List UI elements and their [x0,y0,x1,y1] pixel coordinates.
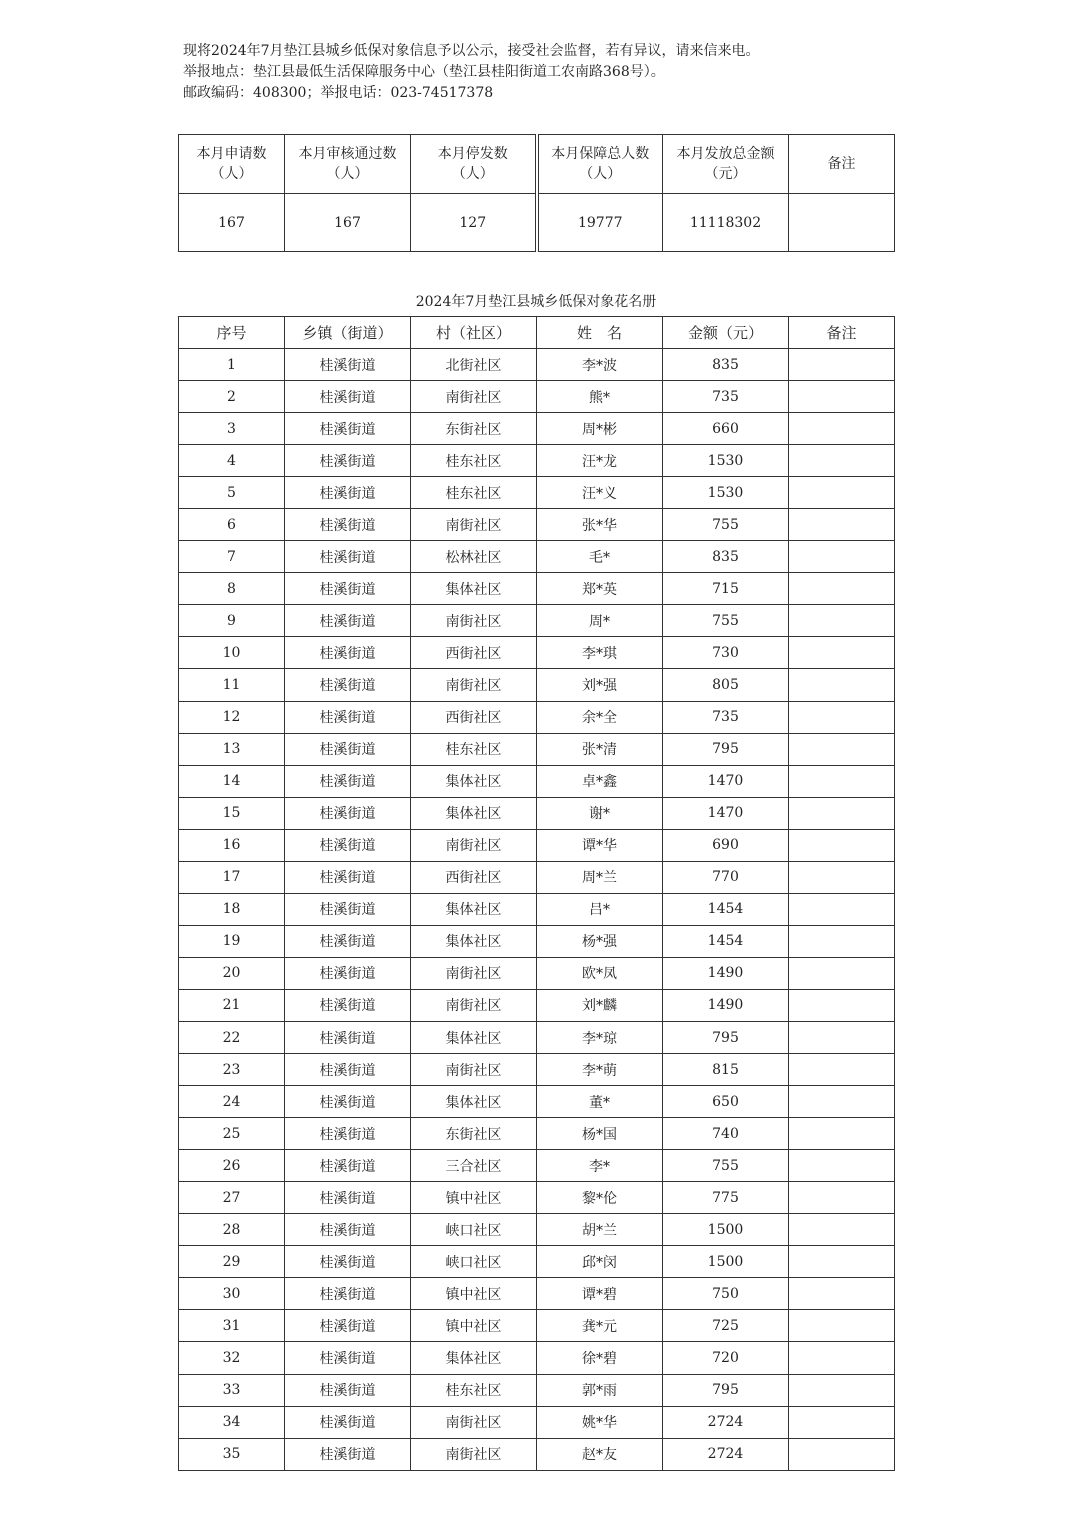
row-village: 南街社区 [411,1054,537,1086]
row-remark [789,541,895,573]
summary-header-cell: 本月审核通过数 （人） [285,135,411,194]
row-town: 桂溪街道 [285,1182,411,1214]
row-remark [789,893,895,925]
row-index: 15 [179,797,285,829]
row-name: 杨*国 [537,1118,663,1150]
table-row [179,957,895,989]
row-town: 桂溪街道 [285,1150,411,1182]
header-amount: 金额（元） [663,317,789,349]
row-index: 4 [179,445,285,477]
row-town: 桂溪街道 [285,1438,411,1470]
table-row [179,893,895,925]
table-row [179,989,895,1021]
row-village: 南街社区 [411,509,537,541]
row-name: 谭*华 [537,829,663,861]
summary-value-cell: 167 [179,194,285,252]
row-village: 峡口社区 [411,1214,537,1246]
row-name: 龚*元 [537,1310,663,1342]
row-remark [789,701,895,733]
row-village: 桂东社区 [411,477,537,509]
row-amount: 750 [663,1278,789,1310]
row-name: 张*华 [537,509,663,541]
row-amount: 755 [663,509,789,541]
row-town: 桂溪街道 [285,349,411,381]
row-town: 桂溪街道 [285,541,411,573]
row-index: 2 [179,381,285,413]
row-remark [789,1246,895,1278]
row-index: 11 [179,669,285,701]
row-index: 25 [179,1118,285,1150]
row-town: 桂溪街道 [285,445,411,477]
row-village: 南街社区 [411,957,537,989]
table-row [179,1054,895,1086]
row-index: 24 [179,1086,285,1118]
row-amount: 1530 [663,477,789,509]
row-town: 桂溪街道 [285,605,411,637]
row-name: 周*彬 [537,413,663,445]
table-row [179,1214,895,1246]
summary-value-cell: 11118302 [663,194,789,252]
row-name: 吕* [537,893,663,925]
header-remark: 备注 [789,317,895,349]
row-amount: 755 [663,605,789,637]
row-amount: 1530 [663,445,789,477]
table-row [179,669,895,701]
row-village: 镇中社区 [411,1278,537,1310]
row-remark [789,829,895,861]
row-index: 3 [179,413,285,445]
row-name: 李*波 [537,349,663,381]
row-remark [789,957,895,989]
row-amount: 805 [663,669,789,701]
row-village: 集体社区 [411,797,537,829]
row-name: 余*全 [537,701,663,733]
row-remark [789,1182,895,1214]
row-remark [789,413,895,445]
row-town: 桂溪街道 [285,573,411,605]
row-town: 桂溪街道 [285,1118,411,1150]
row-name: 黎*伦 [537,1182,663,1214]
row-town: 桂溪街道 [285,1310,411,1342]
row-amount: 660 [663,413,789,445]
row-index: 17 [179,861,285,893]
table-row [179,765,895,797]
row-name: 汪*龙 [537,445,663,477]
row-remark [789,445,895,477]
row-remark [789,381,895,413]
row-remark [789,1438,895,1470]
row-name: 李*萌 [537,1054,663,1086]
row-remark [789,797,895,829]
row-remark [789,1214,895,1246]
row-index: 29 [179,1246,285,1278]
row-remark [789,1374,895,1406]
table-row [179,573,895,605]
table-row [179,1310,895,1342]
row-amount: 725 [663,1310,789,1342]
row-name: 欧*凤 [537,957,663,989]
row-town: 桂溪街道 [285,861,411,893]
row-town: 桂溪街道 [285,925,411,957]
table-row [179,637,895,669]
row-index: 9 [179,605,285,637]
row-amount: 690 [663,829,789,861]
row-amount: 1490 [663,957,789,989]
table-row [179,1342,895,1374]
row-amount: 770 [663,861,789,893]
row-amount: 650 [663,1086,789,1118]
summary-value-cell: 167 [285,194,411,252]
row-name: 谭*碧 [537,1278,663,1310]
row-amount: 715 [663,573,789,605]
roster-table [178,316,895,1471]
row-name: 刘*麟 [537,989,663,1021]
row-village: 南街社区 [411,669,537,701]
row-village: 三合社区 [411,1150,537,1182]
row-amount: 835 [663,541,789,573]
row-remark [789,669,895,701]
row-name: 郑*英 [537,573,663,605]
row-town: 桂溪街道 [285,1278,411,1310]
row-name: 汪*义 [537,477,663,509]
notice-line-2: 举报地点：垫江县最低生活保障服务中心（垫江县桂阳街道工农南路368号）。 [183,64,665,80]
row-village: 西街社区 [411,861,537,893]
row-amount: 795 [663,733,789,765]
row-town: 桂溪街道 [285,413,411,445]
row-remark [789,861,895,893]
row-index: 26 [179,1150,285,1182]
row-name: 张*清 [537,733,663,765]
row-remark [789,477,895,509]
row-village: 集体社区 [411,765,537,797]
notice-line-3: 邮政编码：408300；举报电话：023-74517378 [183,85,494,101]
row-village: 北街社区 [411,349,537,381]
header-name: 姓 名 [537,317,663,349]
row-amount: 1454 [663,893,789,925]
row-town: 桂溪街道 [285,1214,411,1246]
summary-header-cell: 本月停发数 （人） [411,135,537,194]
row-remark [789,605,895,637]
row-amount: 1454 [663,925,789,957]
table-row [179,1086,895,1118]
summary-header-cell: 本月申请数 （人） [179,135,285,194]
row-name: 徐*碧 [537,1342,663,1374]
row-remark [789,1342,895,1374]
table-row [179,381,895,413]
row-town: 桂溪街道 [285,637,411,669]
row-name: 胡*兰 [537,1214,663,1246]
row-name: 杨*强 [537,925,663,957]
row-index: 7 [179,541,285,573]
summary-header-row [179,135,895,194]
row-name: 谢* [537,797,663,829]
row-town: 桂溪街道 [285,701,411,733]
row-name: 李*琪 [537,637,663,669]
row-remark [789,573,895,605]
row-village: 西街社区 [411,701,537,733]
row-remark [789,1118,895,1150]
table-row [179,701,895,733]
row-name: 卓*鑫 [537,765,663,797]
row-town: 桂溪街道 [285,1342,411,1374]
notice-line-1: 现将2024年7月垫江县城乡低保对象信息予以公示，接受社会监督，若有异议，请来信来电。 [183,43,760,59]
row-village: 南街社区 [411,989,537,1021]
roster-title: 2024年7月垫江县城乡低保对象花名册 [415,294,657,310]
row-index: 14 [179,765,285,797]
row-remark [789,1021,895,1053]
row-index: 1 [179,349,285,381]
table-row [179,1150,895,1182]
table-row [179,1374,895,1406]
row-index: 8 [179,573,285,605]
row-village: 南街社区 [411,1406,537,1438]
row-amount: 1500 [663,1246,789,1278]
row-village: 东街社区 [411,413,537,445]
table-row [179,1438,895,1470]
row-remark [789,1310,895,1342]
table-row [179,797,895,829]
row-name: 刘*强 [537,669,663,701]
table-row [179,509,895,541]
table-row [179,445,895,477]
table-row [179,349,895,381]
row-village: 集体社区 [411,1021,537,1053]
table-row [179,1182,895,1214]
notice-intro [183,41,760,104]
row-village: 集体社区 [411,1086,537,1118]
row-amount: 720 [663,1342,789,1374]
row-village: 西街社区 [411,637,537,669]
row-index: 34 [179,1406,285,1438]
roster-header-row [179,317,895,349]
row-name: 董* [537,1086,663,1118]
row-index: 35 [179,1438,285,1470]
row-name: 邱*闵 [537,1246,663,1278]
row-name: 赵*友 [537,1438,663,1470]
row-index: 27 [179,1182,285,1214]
summary-header-cell: 本月保障总人数 （人） [537,135,663,194]
table-row [179,477,895,509]
row-amount: 1490 [663,989,789,1021]
row-remark [789,989,895,1021]
row-remark [789,1150,895,1182]
row-name: 李*琼 [537,1021,663,1053]
table-row [179,541,895,573]
row-village: 集体社区 [411,893,537,925]
row-village: 桂东社区 [411,1374,537,1406]
row-town: 桂溪街道 [285,797,411,829]
row-remark [789,637,895,669]
row-index: 10 [179,637,285,669]
table-row [179,861,895,893]
row-village: 松林社区 [411,541,537,573]
row-amount: 740 [663,1118,789,1150]
row-amount: 835 [663,349,789,381]
row-index: 23 [179,1054,285,1086]
row-village: 集体社区 [411,573,537,605]
summary-value-cell: 19777 [537,194,663,252]
table-row [179,925,895,957]
table-row [179,413,895,445]
row-amount: 795 [663,1374,789,1406]
row-village: 东街社区 [411,1118,537,1150]
row-name: 周* [537,605,663,637]
row-amount: 2724 [663,1406,789,1438]
row-index: 21 [179,989,285,1021]
header-index: 序号 [179,317,285,349]
row-village: 峡口社区 [411,1246,537,1278]
row-village: 桂东社区 [411,733,537,765]
summary-value-cell: 127 [411,194,537,252]
row-amount: 755 [663,1150,789,1182]
row-amount: 775 [663,1182,789,1214]
row-town: 桂溪街道 [285,1406,411,1438]
table-row [179,1278,895,1310]
row-index: 12 [179,701,285,733]
summary-value-cell [789,194,895,252]
row-index: 31 [179,1310,285,1342]
row-name: 周*兰 [537,861,663,893]
table-row [179,733,895,765]
header-town: 乡镇（街道） [285,317,411,349]
table-row [179,1246,895,1278]
row-remark [789,1278,895,1310]
row-village: 南街社区 [411,829,537,861]
header-village: 村（社区） [411,317,537,349]
row-town: 桂溪街道 [285,1246,411,1278]
row-index: 19 [179,925,285,957]
row-index: 18 [179,893,285,925]
table-row [179,1406,895,1438]
row-index: 13 [179,733,285,765]
roster-body [179,349,895,1471]
summary-table [178,134,895,252]
row-town: 桂溪街道 [285,509,411,541]
row-town: 桂溪街道 [285,1021,411,1053]
row-village: 南街社区 [411,1438,537,1470]
row-village: 南街社区 [411,381,537,413]
row-town: 桂溪街道 [285,893,411,925]
row-index: 33 [179,1374,285,1406]
row-town: 桂溪街道 [285,381,411,413]
table-row [179,829,895,861]
row-index: 32 [179,1342,285,1374]
table-row [179,605,895,637]
row-village: 集体社区 [411,1342,537,1374]
row-town: 桂溪街道 [285,733,411,765]
row-name: 姚*华 [537,1406,663,1438]
table-row [179,1118,895,1150]
row-remark [789,349,895,381]
summary-value-row [179,194,895,252]
row-amount: 730 [663,637,789,669]
row-village: 集体社区 [411,925,537,957]
row-village: 南街社区 [411,605,537,637]
row-index: 20 [179,957,285,989]
row-remark [789,925,895,957]
row-index: 5 [179,477,285,509]
row-town: 桂溪街道 [285,1374,411,1406]
row-index: 6 [179,509,285,541]
row-index: 16 [179,829,285,861]
row-amount: 735 [663,701,789,733]
row-remark [789,1406,895,1438]
row-amount: 735 [663,381,789,413]
row-remark [789,733,895,765]
row-amount: 1470 [663,765,789,797]
row-village: 镇中社区 [411,1310,537,1342]
row-name: 李* [537,1150,663,1182]
row-amount: 1470 [663,797,789,829]
row-amount: 1500 [663,1214,789,1246]
row-index: 28 [179,1214,285,1246]
row-town: 桂溪街道 [285,477,411,509]
row-amount: 815 [663,1054,789,1086]
row-remark [789,509,895,541]
row-town: 桂溪街道 [285,989,411,1021]
row-village: 桂东社区 [411,445,537,477]
row-town: 桂溪街道 [285,765,411,797]
row-town: 桂溪街道 [285,829,411,861]
table-row [179,1021,895,1053]
row-town: 桂溪街道 [285,669,411,701]
summary-header-cell: 备注 [789,135,895,194]
row-amount: 795 [663,1021,789,1053]
row-amount: 2724 [663,1438,789,1470]
row-remark [789,765,895,797]
row-remark [789,1054,895,1086]
row-village: 镇中社区 [411,1182,537,1214]
row-name: 郭*雨 [537,1374,663,1406]
row-remark [789,1086,895,1118]
summary-header-cell: 本月发放总金额 （元） [663,135,789,194]
row-name: 毛* [537,541,663,573]
row-index: 22 [179,1021,285,1053]
row-town: 桂溪街道 [285,957,411,989]
row-name: 熊* [537,381,663,413]
row-town: 桂溪街道 [285,1086,411,1118]
row-index: 30 [179,1278,285,1310]
row-town: 桂溪街道 [285,1054,411,1086]
